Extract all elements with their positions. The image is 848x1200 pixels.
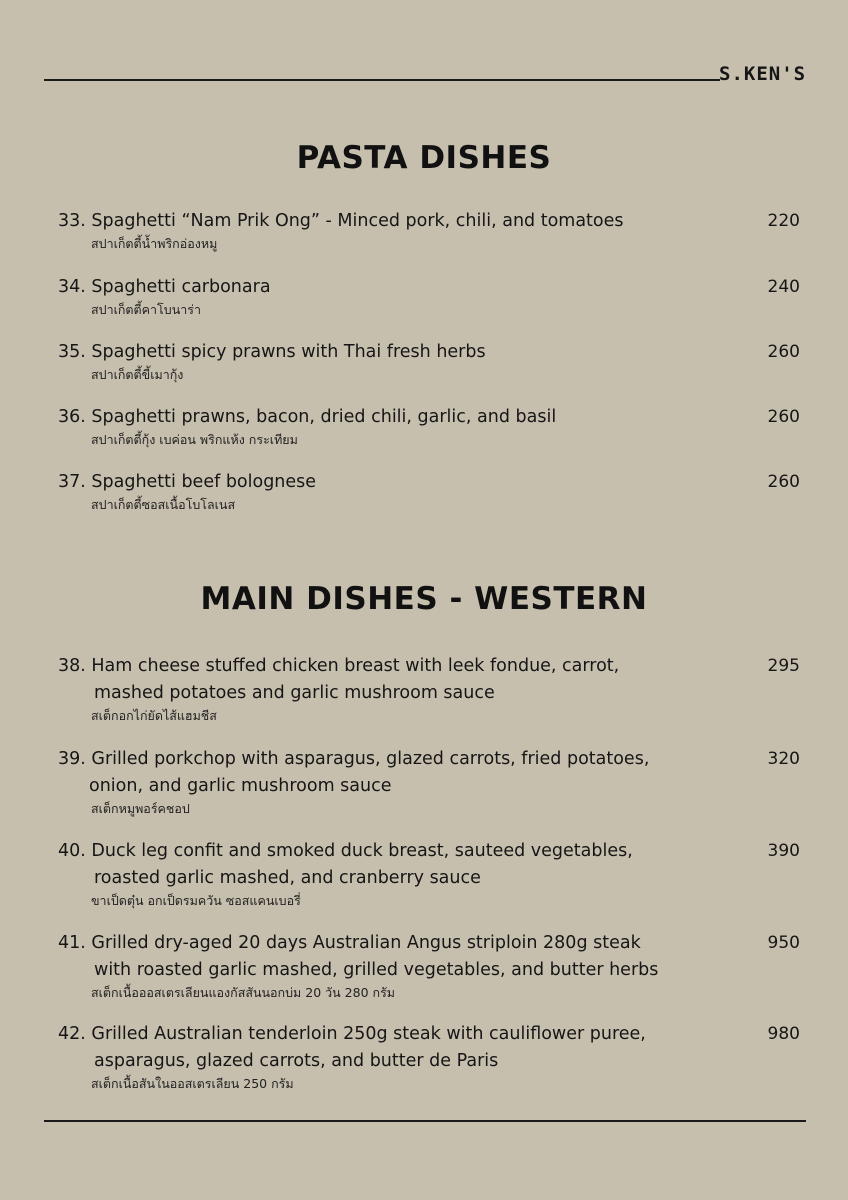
brand-logo: S.KEN'S [719,63,807,85]
menu-item-thai-name: สเต็กหมูพอร์คชอป [91,801,190,816]
menu-item-price: 260 [767,472,800,492]
menu-item-name: 35. Spaghetti spicy prawns with Thai fresh herbs [58,342,486,362]
menu-item-name: 34. Spaghetti carbonara [58,277,271,297]
menu-item-name: 38. Ham cheese stuffed chicken breast with leek fondue, carrot, mashed potatoes and garlic mushroom sauce [58,656,620,703]
menu-item-name: 41. Grilled dry-aged 20 days Australian Angus striploin 280g steak with roasted garlic mashed, grilled vegetables, and butter herbs [58,933,659,980]
menu-item-price: 260 [767,407,800,427]
menu-item [58,469,808,514]
menu-item [58,746,808,818]
menu-item-price: 980 [767,1024,800,1044]
menu-item-thai-name: สปาเก็ตตี้ซอสเนื้อโบโลเนส [91,497,236,512]
menu-item-name: 42. Grilled Australian tenderloin 250g steak with cauliflower puree, asparagus, glazed carrots, and butter de Paris [58,1024,646,1071]
menu-item-price: 295 [767,656,800,676]
menu-item-name: 37. Spaghetti beef bolognese [58,472,317,492]
menu-item-thai-name: สปาเก็ตตี้ขี้เมากุ้ง [91,367,184,382]
menu-item-thai-name: สเต็กอกไก่ยัดไส้แฮมชีส [91,708,217,723]
menu-item-price: 220 [767,211,800,231]
menu-item-name: 33. Spaghetti “Nam Prik Ong” - Minced pork, chili, and tomatoes [58,211,624,231]
section-title-pasta: PASTA DISHES [296,140,552,176]
menu-item [58,404,808,449]
menu-item-name: 36. Spaghetti prawns, bacon, dried chili, garlic, and basil [58,407,557,427]
menu-item-price: 390 [767,841,800,861]
menu-item-thai-name: สปาเก็ตตี้คาโบนาร่า [91,302,201,317]
menu-item-thai-name: สเต็กเนื้อสันในออสเตรเลียน 250 กรัม [91,1076,294,1091]
menu-item [58,653,808,725]
menu-item [58,208,808,253]
menu-item [58,838,808,910]
header-rule [44,79,720,81]
menu-item-thai-name: สปาเก็ตตี้น้ำพริกอ่องหมู [91,236,218,251]
menu-item [58,1021,808,1093]
footer-rule [44,1120,806,1122]
menu-item-thai-name: ขาเป็ดตุ๋น อกเป็ดรมควัน ซอสแคนเบอรี่ [91,893,301,908]
menu-item-name: 40. Duck leg confit and smoked duck breast, sauteed vegetables, roasted garlic mashed, and cranberry sauce [58,841,633,888]
menu-item-name: 39. Grilled porkchop with asparagus, glazed carrots, fried potatoes, onion, and garlic mushroom sauce [58,749,650,796]
menu-item-thai-name: สปาเก็ตตี้กุ้ง เบค่อน พริกแห้ง กระเทียม [91,432,298,447]
menu-item-price: 320 [767,749,800,769]
menu-item-price: 240 [767,277,800,297]
menu-item [58,274,808,319]
section-title-main-western: MAIN DISHES - WESTERN [200,581,648,617]
menu-item-price: 260 [767,342,800,362]
menu-item [58,339,808,384]
menu-item-thai-name: สเต็กเนื้อออสเตรเลียนแองกัสสันนอกบ่ม 20 วัน 280 กรัม [91,985,396,1000]
menu-item-price: 950 [767,933,800,953]
menu-item [58,930,808,1002]
